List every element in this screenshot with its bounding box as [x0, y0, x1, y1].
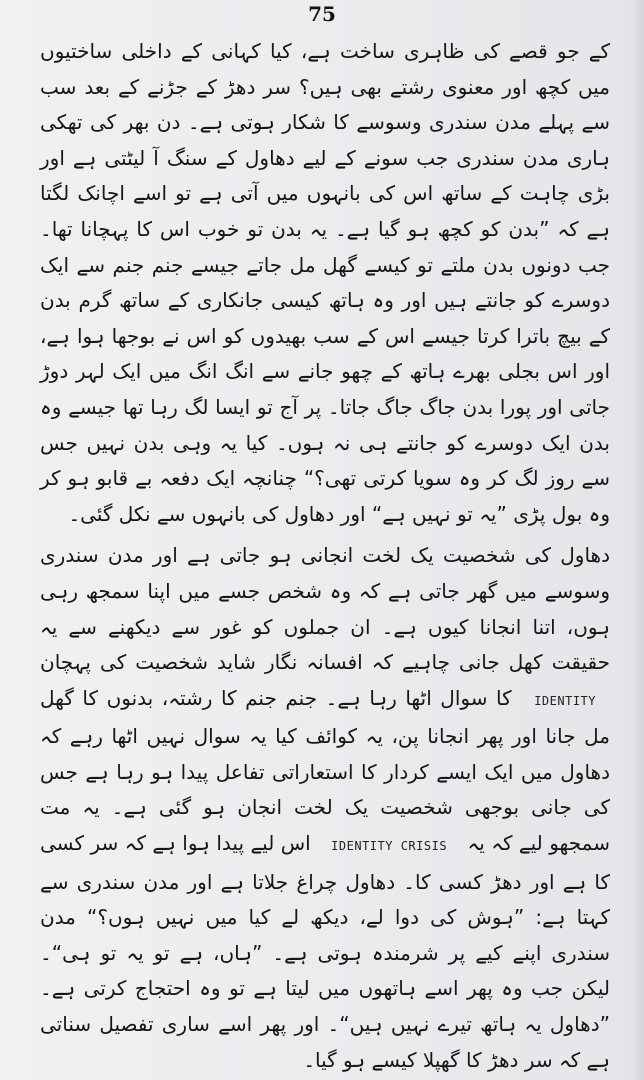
paragraph-2-text-c: اس لیے پیدا ہوا ہے کہ سر کسی کا ہے اور دھڑ کسی کا۔ دھاول چراغ جلاتا ہے اور مدن سندری سے کہتا ہے: ”ہوش کی دوا لے، دیکھ لے کیا میں نہیں ہوں؟“ مدن سندری اپنے کیے پر شرمندہ ہوتی ہے۔ ”ہاں، ہے تو یہ تو ہی“۔ لیکن جب وہ پھر اسے ہاتھوں میں لیتا ہے تو وہ احتجاج کرتی ہے۔ ”دھاول یہ ہاتھ تیرے نہیں ہیں“۔ اور پھر اسے ساری تفصیل سناتی ہے کہ سر دھڑ کا گھپلا کیسے ہو گیا۔: [40, 831, 610, 1072]
identity-crisis-term: IDENTITY CRISIS: [331, 839, 448, 854]
page-body-text: [40, 34, 610, 1078]
paragraph-1: [40, 34, 610, 532]
identity-term: IDENTITY: [534, 693, 596, 708]
paragraph-2-text-b: کا سوال اٹھا رہا ہے۔ جنم جنم کا رشتہ، بدنوں کا گھل مل جانا اور پھر انجانا پن، یہ کوائف کیا یہ سوال نہیں اٹھا رہے کہ دھاول میں ایک ایسے کردار کا استعاراتی تفاعل پیدا ہو رہا ہے جس کی جانی بوجھی شخصیت یک لخت انجان ہو گئی ہے۔ یہ مت سمجھو لیے کہ یہ: [40, 685, 610, 856]
page-number: 75: [308, 2, 336, 26]
paragraph-2-text-a: دھاول کی شخصیت یک لخت انجانی ہو جاتی ہے اور مدن سندری وسوسے میں گھر جاتی ہے کہ وہ شخص جسے میں اپنا سمجھ رہی ہوں، اتنا انجانا کیوں ہے۔ ان جملوں کو غور سے دیکھنے سے یہ حقیقت کھل جانی چاہیے کہ افسانہ نگار شاید شخصیت کی پہچان: [40, 543, 610, 675]
page-edge-shadow: [630, 0, 644, 1080]
paragraph-1-text: کے جو قصے کی ظاہری ساخت ہے، کیا کہانی کے داخلی ساختیوں میں کچھ اور معنوی رشتے بھی ہیں؟ سر دھڑ کے جڑنے کے بعد سب سے پہلے مدن سندری وسوسے کا شکار ہوتی ہے۔ دن بھر کی تھکی ہاری مدن سندری جب سونے کے لیے دھاول کے سنگ آ لیٹتی ہے اور بڑی چاہت کے ساتھ اس کی بانہوں میں آتی ہے تو اسے اچانک لگتا ہے کہ ”بدن کو کچھ ہو گیا ہے۔ یہ بدن تو خوب اس کا پہچانا تھا۔ جب دونوں بدن ملتے تو کیسے گھل مل جاتے جیسے جنم جنم سے ایک دوسرے کو جانتے ہیں اور وہ ہاتھ کیسی جانکاری کے ساتھ گرم بدن کے بیچ باترا کرتا جیسے اس کے سب بھیدوں کو اس نے بوجھا ہوا ہے، اور اس بجلی بھرے ہاتھ کے چھو جانے سے انگ انگ میں ایک لہر دوڑ جاتی اور پورا بدن جاگ جاگ جاتا۔ پر آج تو ایسا لگ رہا تھا جیسے وہ بدن ایک دوسرے کو جانتے ہی نہ ہوں۔ کیا یہ وہی بدن نہیں جس سے روز لگ کر وہ سویا کرتی تھی؟“ چنانچہ ایک دفعہ بے قابو ہو کر وہ بول پڑی ”یہ تو نہیں ہے“ اور دھاول کی بانہوں سے نکل گئی۔: [40, 39, 610, 526]
paragraph-2: [40, 538, 610, 1078]
